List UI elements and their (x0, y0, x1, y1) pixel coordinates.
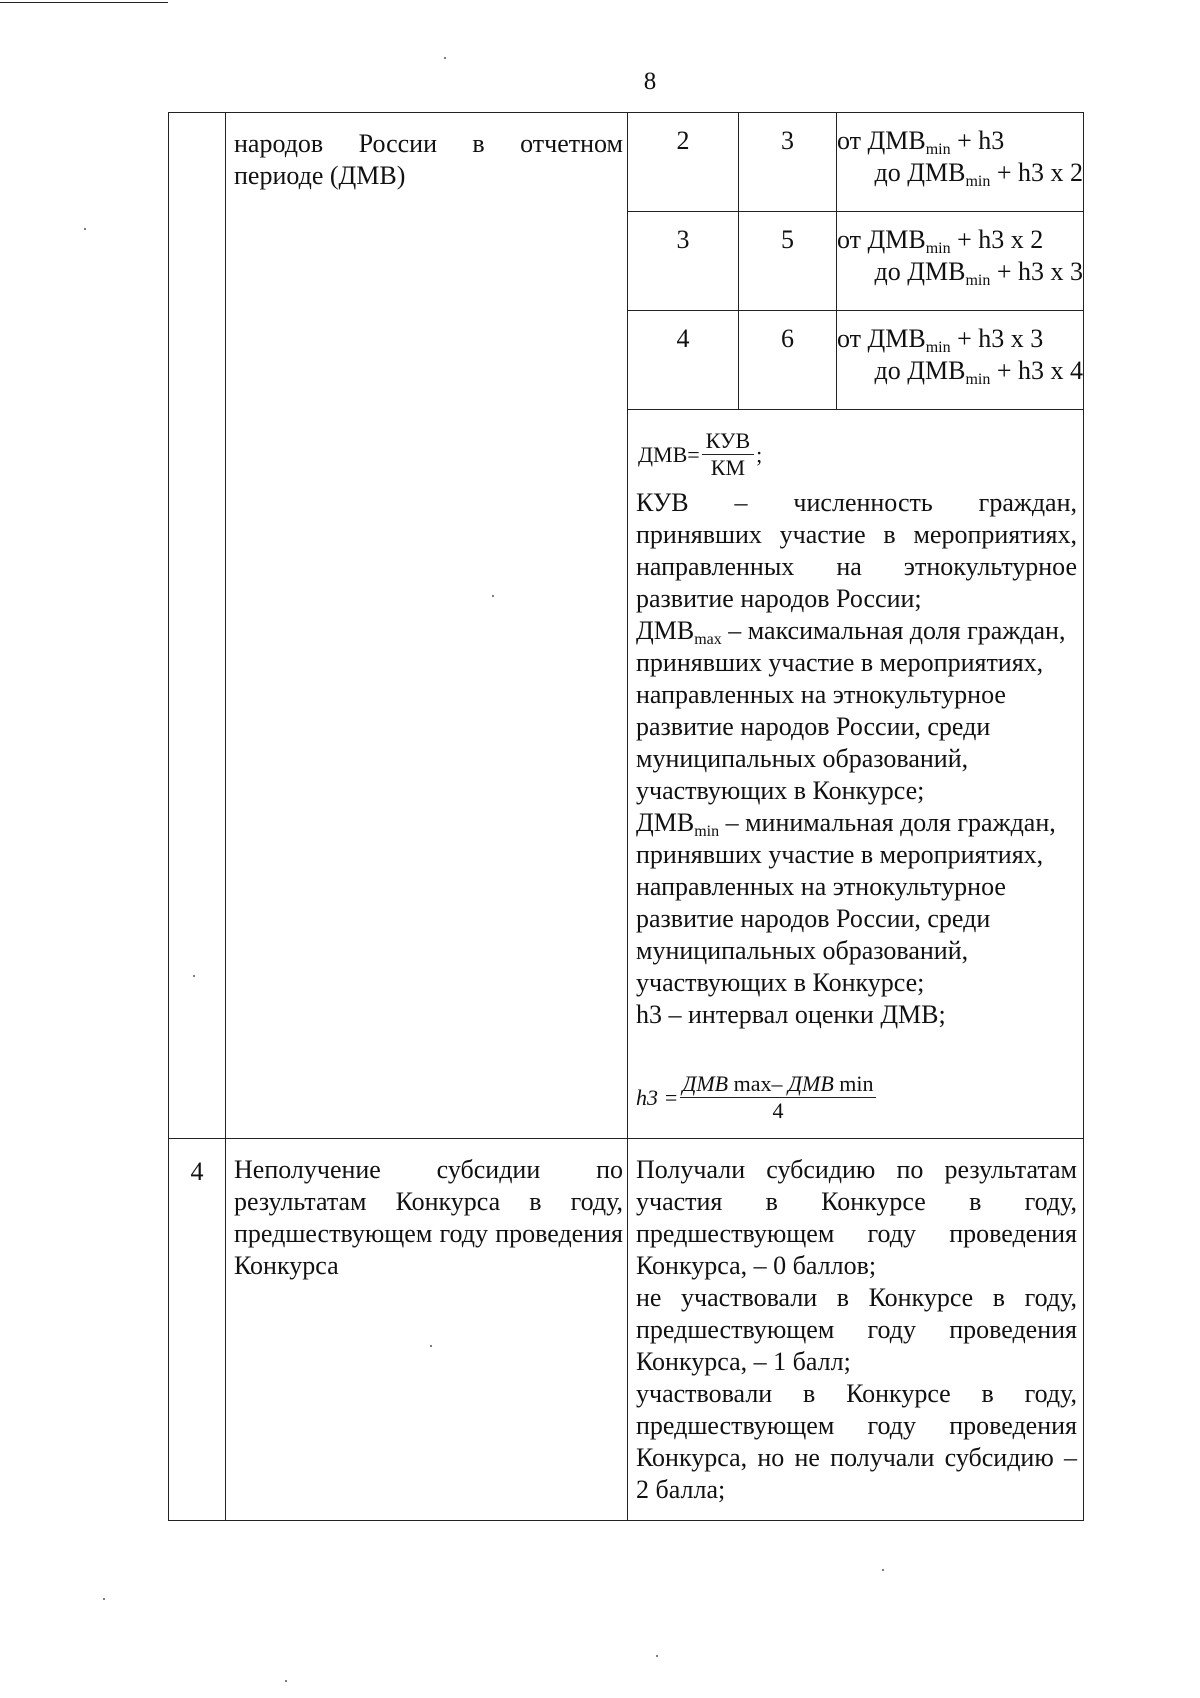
h3-numerator: ДМВ max– ДМВ min (682, 1071, 874, 1096)
score-grid-cell (628, 113, 1084, 410)
definition-dmv-min: $ДМВ_{min}$ – минимальная доля граждан, принявших участие в мероприятиях, направленных на этнокультурное развитие народов России, среди муниципальных образований, участвующих в Конкурсе; (636, 808, 1056, 997)
h3-lhs: h3 = (636, 1084, 679, 1110)
score-grid (628, 113, 1083, 409)
definition-kuv: КУВ – численность граждан, принявших участие в мероприятиях, направленных на этнокультурное развитие народов России; (636, 488, 1077, 613)
formula-denominator: КМ (710, 455, 746, 480)
h3-formula (636, 1071, 1077, 1124)
h3-fraction (680, 1071, 875, 1124)
scan-speck (285, 1680, 287, 1682)
scan-speck (492, 595, 494, 597)
formula-cell (628, 410, 1084, 1139)
scan-speck (444, 57, 446, 59)
row-number-cell: 4 (169, 1139, 226, 1521)
range-to: до $ДМВ_{min} + h3$ x 4 (874, 356, 1083, 388)
definition-dmv-max: $ДМВ_{max}$ – максимальная доля граждан, принявших участие в мероприятиях, направленных на этнокультурное развитие народов России, среди муниципальных образований, участвующих в Конкурсе; (636, 616, 1066, 805)
scan-speck (882, 1569, 884, 1571)
formula-numerator: КУВ (702, 428, 754, 455)
scan-speck (103, 1598, 105, 1600)
table-row (169, 113, 1084, 410)
scan-speck (84, 228, 86, 230)
criterion-cell (226, 113, 628, 1139)
scan-edge-line (0, 2, 168, 3)
description-item: участвовали в Конкурсе в году, предшествующем году проведения Конкурса, но не получали субсидию – 2 балла; (636, 1379, 1077, 1504)
criteria-table (168, 112, 1084, 1521)
criterion-text: народов России в отчетном периоде (ДМВ) (234, 129, 623, 190)
formula-fraction (702, 428, 754, 481)
range-from: от $ДМВ_{min} + h3$ x 3 (837, 324, 1044, 356)
score-row (628, 212, 1083, 311)
formula-lhs: ДМВ= (638, 441, 700, 467)
definition-h3: h3 – интервал оценки ДМВ; (636, 1000, 946, 1029)
range-from: от $ДМВ_{min} + h3$ (837, 126, 1005, 158)
h3-denominator: 4 (772, 1098, 784, 1123)
dmv-formula (638, 428, 1077, 481)
criterion-cell (226, 1139, 628, 1521)
range-to: до $ДМВ_{min} + h3$ x 2 (874, 158, 1083, 190)
points-value: 6 (739, 311, 837, 410)
page-number: 8 (643, 68, 657, 95)
table-row (169, 1139, 1084, 1521)
scan-speck (430, 1345, 432, 1347)
scan-speck (193, 975, 195, 977)
points-value: 5 (739, 212, 837, 311)
score-value: 4 (628, 311, 739, 410)
range-cell (837, 311, 1084, 410)
range-to: до $ДМВ_{min} + h3$ x 3 (874, 257, 1083, 289)
scan-speck (656, 1655, 658, 1657)
description-cell (628, 1139, 1084, 1521)
description-item: Получали субсидию по результатам участия в Конкурсе в году, предшествующем году проведения Конкурса, – 0 баллов; (636, 1155, 1077, 1280)
row-number-cell (169, 113, 226, 1139)
range-from: от $ДМВ_{min} + h3$ x 2 (837, 225, 1044, 257)
range-cell (837, 113, 1084, 212)
range-cell (837, 212, 1084, 311)
score-row (628, 311, 1083, 410)
points-value: 3 (739, 113, 837, 212)
score-value: 3 (628, 212, 739, 311)
description-item: не участвовали в Конкурсе в году, предшествующем году проведения Конкурса, – 1 балл; (636, 1283, 1077, 1376)
formula-tail: ; (756, 441, 763, 467)
score-value: 2 (628, 113, 739, 212)
score-row (628, 113, 1083, 212)
criterion-text: Неполучение субсидии по результатам Конкурса в году, предшествующем году проведения Конкурса (234, 1155, 623, 1280)
